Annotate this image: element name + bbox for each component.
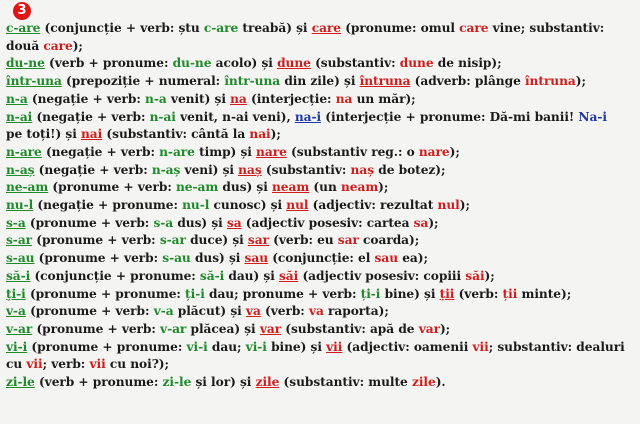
example-word: v-ar (160, 321, 187, 336)
example-word: sar (337, 233, 359, 248)
text-segment: coarda); (358, 233, 420, 248)
text-line (6, 91, 634, 109)
text-segment: ). (435, 375, 446, 390)
example-word: nare (418, 144, 450, 159)
text-line (6, 356, 634, 374)
example-word: n-are (159, 144, 195, 159)
example-word: s-au (162, 251, 191, 266)
text-segment: (pronume + verb: (25, 215, 154, 230)
text-segment: (negație + verb: (27, 91, 146, 106)
word-pair-list (6, 20, 634, 392)
headword: s-au (6, 251, 35, 266)
text-segment: (adjectiv: oamenii (342, 339, 473, 354)
headword: ți-i (6, 286, 26, 301)
headword: nu-l (6, 198, 34, 213)
headword: într-una (6, 74, 62, 89)
example-word: sa (413, 215, 429, 230)
text-segment: venit) și (166, 91, 231, 106)
example-word: c-are (203, 21, 239, 35)
text-segment: (adjectiv posesiv: cartea (241, 215, 414, 230)
text-segment: dau; (207, 339, 246, 354)
text-segment: (substantiv reg.: o (286, 144, 419, 159)
example-word: neam (340, 180, 379, 195)
text-line (6, 144, 634, 162)
text-segment: (verb + pronume: (34, 375, 163, 390)
text-line (6, 38, 634, 56)
text-segment: (un (309, 180, 341, 195)
headword: sa (226, 215, 242, 230)
headword: s-a (6, 215, 26, 230)
headword: care (311, 21, 341, 35)
example-word: n-aș (151, 162, 181, 177)
text-line (6, 339, 634, 357)
headword: nul (286, 198, 309, 213)
text-segment: (negație + verb: (34, 162, 152, 177)
headword: dune (277, 56, 311, 71)
text-line (6, 250, 634, 268)
text-segment: ); (270, 127, 281, 142)
text-segment: timp) și (194, 144, 257, 159)
headword: vi-i (6, 339, 28, 354)
text-segment: (negație + pronume: (33, 198, 183, 213)
text-segment: (pronume: omul (341, 21, 460, 35)
headword: nare (256, 144, 287, 159)
text-segment: (conjuncție + pronume: (30, 268, 200, 283)
example-word: n-a (145, 91, 167, 106)
headword: n-aș (6, 162, 35, 177)
example-word: s-a (153, 215, 174, 230)
text-segment: ; substantiv: dealuri (488, 339, 625, 354)
text-segment: ); (459, 198, 470, 213)
text-segment: (adjectiv posesiv: copiii (298, 268, 466, 283)
text-segment: ); (575, 74, 586, 89)
text-segment: dau; pronume + verb: (204, 286, 361, 301)
text-segment: plăcut) și (173, 304, 246, 319)
headword: săi (279, 268, 299, 283)
example-word: care (43, 38, 73, 53)
example-word: să-i (199, 268, 225, 283)
example-word: ți-i (185, 286, 205, 301)
text-segment: veni) și (180, 162, 239, 177)
text-segment: (negație + verb: (32, 109, 150, 124)
text-segment: ); (72, 38, 83, 53)
example-word: Na-i (578, 109, 607, 124)
text-segment: (substantiv: (310, 56, 400, 71)
text-segment: (substantiv: (261, 162, 351, 177)
text-line (6, 286, 634, 304)
text-line (6, 73, 634, 91)
text-segment: de nisip); (433, 56, 502, 71)
text-segment: (pronume + pronume: (25, 286, 186, 301)
text-segment: bine) și (266, 339, 327, 354)
text-line (6, 232, 634, 250)
text-line (6, 162, 634, 180)
headword: sau (244, 251, 269, 266)
text-segment: (adverb: plânge (410, 74, 525, 89)
text-segment: dus) și (173, 215, 227, 230)
text-line (6, 197, 634, 215)
headword: n-are (6, 144, 42, 159)
text-segment: venit, n-ai veni), (175, 109, 295, 124)
example-word: care (459, 21, 489, 35)
text-segment: acolo) și (211, 56, 278, 71)
headword: sar (247, 233, 269, 248)
text-line (6, 55, 634, 73)
text-segment: (substantiv: apă de (281, 321, 419, 336)
example-word: zile (411, 375, 436, 390)
text-segment: (pronume + verb: (48, 180, 176, 195)
text-segment: vine; substantiv: (488, 21, 605, 35)
headword: var (259, 321, 282, 336)
text-line (6, 20, 634, 38)
example-word: naș (350, 162, 375, 177)
text-segment: bine) și (380, 286, 440, 301)
text-segment: din zile) și (280, 74, 360, 89)
text-line (6, 268, 634, 286)
headword: să-i (6, 268, 31, 283)
text-segment: ); (439, 321, 451, 336)
text-segment: (prepoziție + numeral: (61, 74, 225, 89)
text-segment: (negație + verb: (41, 144, 160, 159)
headword: ne-am (6, 180, 49, 195)
example-word: s-ar (159, 233, 186, 248)
text-segment: duce) și (185, 233, 248, 248)
text-segment: ); (428, 215, 439, 230)
text-segment: (pronume + verb: (32, 321, 161, 336)
example-word: vii (472, 339, 489, 354)
example-word: n-ai (149, 109, 176, 124)
headword: ții (439, 286, 455, 301)
headword: zile (255, 375, 280, 390)
example-word: vi-i (245, 339, 267, 354)
example-word: vii (89, 357, 106, 372)
example-word: vi-i (186, 339, 208, 354)
text-segment: două (6, 38, 44, 53)
example-word: într-una (224, 74, 281, 89)
text-segment: ); (484, 268, 495, 283)
headword: du-ne (6, 56, 45, 71)
text-segment: (pronume + verb: (25, 304, 154, 319)
example-word: zi-le (162, 375, 192, 390)
example-word: nai (249, 127, 271, 142)
example-word: va (308, 304, 324, 319)
headword: na (230, 91, 247, 106)
text-line (6, 215, 634, 233)
text-segment: și lor) și (191, 375, 256, 390)
text-segment: ea); (398, 251, 428, 266)
text-line (6, 179, 634, 197)
text-segment: (verb + pronume: (44, 56, 173, 71)
text-segment: dus) și (218, 180, 272, 195)
badge-row (6, 2, 634, 20)
example-word: var (418, 321, 440, 336)
headword: întruna (359, 74, 411, 89)
text-segment: ); (378, 180, 389, 195)
text-segment: minte); (517, 286, 572, 301)
example-word: ne-am (176, 180, 219, 195)
text-segment: dau) și (224, 268, 279, 283)
headword: va (245, 304, 261, 319)
headword: v-a (6, 304, 26, 319)
headword: naș (238, 162, 262, 177)
text-segment: (pronume + verb: (32, 233, 160, 248)
text-segment: cu noi?); (105, 357, 169, 372)
text-segment: cu (6, 357, 27, 372)
text-segment: treabă) și (238, 21, 312, 35)
text-segment: (verb: (454, 286, 503, 301)
section-number-badge: 3 (13, 2, 31, 20)
example-word: săi (465, 268, 485, 283)
headword: n-a (6, 91, 28, 106)
headword: c-are (6, 21, 41, 35)
example-word: na (335, 91, 353, 106)
headword: zi-le (6, 375, 35, 390)
headword: s-ar (6, 233, 33, 248)
text-line (6, 126, 634, 144)
example-word: dune (399, 56, 434, 71)
text-line (6, 303, 634, 321)
text-segment: cunosc) și (209, 198, 287, 213)
example-word: ți-i (360, 286, 381, 301)
example-word: du-ne (172, 56, 212, 71)
text-segment: ); (449, 144, 460, 159)
text-segment: de botez); (374, 162, 446, 177)
text-segment: (pronume + verb: (34, 251, 163, 266)
example-word: întruna (524, 74, 576, 89)
headword: na-i (294, 109, 322, 124)
headword: neam (272, 180, 310, 195)
headword: vii (326, 339, 343, 354)
text-segment: (conjuncție: el (268, 251, 375, 266)
headword: n-ai (6, 109, 33, 124)
text-line (6, 374, 634, 392)
text-segment: pe toți!) și (6, 127, 81, 142)
example-word: v-a (153, 304, 174, 319)
example-word: vii (26, 357, 43, 372)
example-word: nu-l (182, 198, 210, 213)
text-segment: (interjecție: (246, 91, 336, 106)
text-segment: raporta); (323, 304, 389, 319)
example-word: ții (502, 286, 518, 301)
text-segment: dus) și (190, 251, 245, 266)
headword: v-ar (6, 321, 33, 336)
text-line (6, 109, 634, 127)
text-segment: (interjecție + pronume: Dă-mi banii! (321, 109, 579, 124)
example-word: nul (437, 198, 460, 213)
text-segment: plăcea) și (186, 321, 260, 336)
text-segment: (pronume + pronume: (27, 339, 187, 354)
text-segment: (substantiv: multe (279, 375, 412, 390)
text-line (6, 321, 634, 339)
text-segment: (adjectiv: rezultat (308, 198, 438, 213)
text-segment: (verb: (260, 304, 309, 319)
text-segment: (substantiv: cântă la (102, 127, 250, 142)
text-segment: ; verb: (42, 357, 90, 372)
text-segment: (verb: eu (268, 233, 338, 248)
text-segment: (conjuncție + verb: ștu (40, 21, 204, 35)
text-segment: un măr); (352, 91, 416, 106)
example-word: sau (374, 251, 399, 266)
headword: nai (80, 127, 103, 142)
